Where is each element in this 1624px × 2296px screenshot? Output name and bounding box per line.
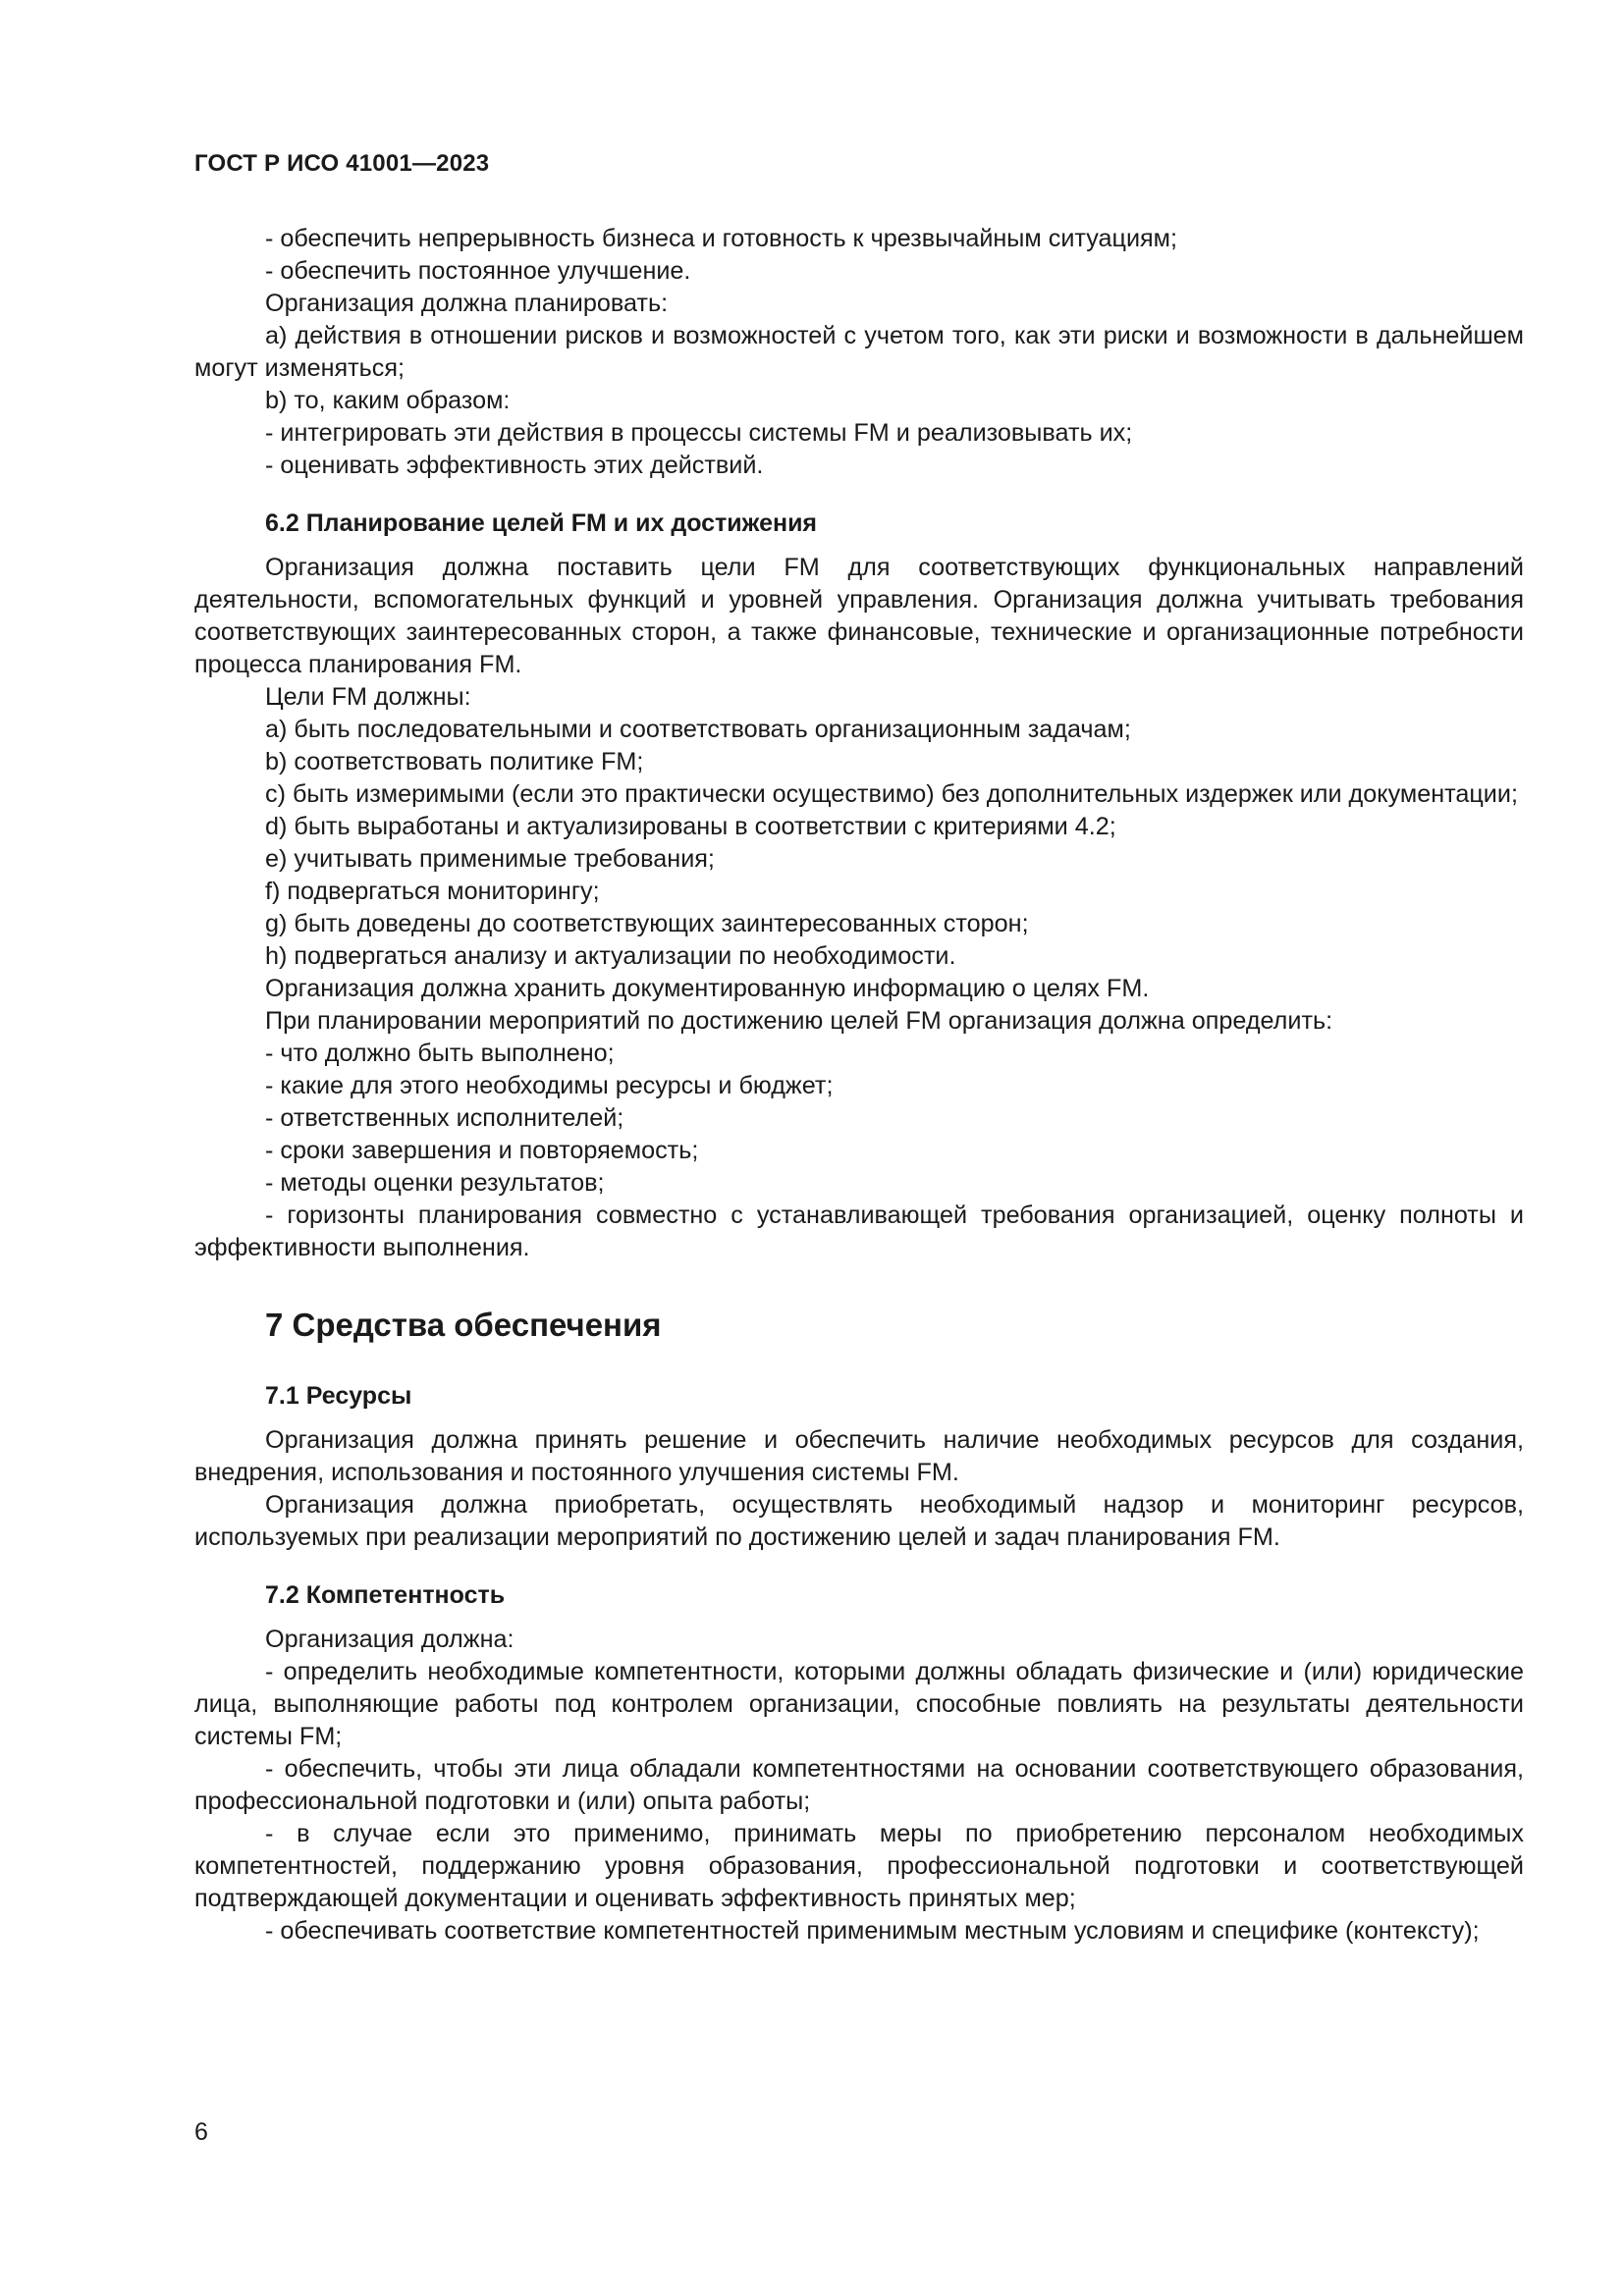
paragraph: Организация должна принять решение и обеспечить наличие необходимых ресурсов для создания, внедрения, использования и постоянного улучшения системы FM. — [194, 1426, 1524, 1486]
list-item: a) быть последовательными и соответствовать организационным задачам; — [265, 716, 1131, 743]
paragraph: - интегрировать эти действия в процессы системы FM и реализовывать их; — [265, 419, 1133, 447]
paragraph: a) действия в отношении рисков и возможностей с учетом того, как эти риски и возможности в дальнейшем могут изменяться; — [194, 322, 1524, 382]
document-header: ГОСТ Р ИСО 41001—2023 — [194, 150, 490, 177]
paragraph: При планировании мероприятий по достижению целей FM организация должна определить: — [265, 1007, 1333, 1035]
list-item: - что должно быть выполнено; — [265, 1040, 615, 1067]
section-heading-6-2: 6.2 Планирование целей FM и их достижения — [265, 509, 818, 537]
section-heading-7-2: 7.2 Компетентность — [265, 1581, 506, 1609]
list-item: - обеспечивать соответствие компетентностей применимым местным условиям и специфике (контексту); — [265, 1917, 1480, 1945]
list-item: e) учитывать применимые требования; — [265, 845, 715, 873]
list-item: h) подвергаться анализу и актуализации по необходимости. — [265, 942, 956, 970]
paragraph: Организация должна поставить цели FM для соответствующих функциональных направлений деятельности, вспомогательных функций и уровней управления. Организация должна учитывать требования соответствующих заинтересованных сторон, а также финансовые, технические и организационные потребности процесса планирования FM. — [194, 554, 1524, 678]
list-item: - определить необходимые компетентности, которыми должны обладать физические и (или) юридические лица, выполняющие работы под контролем организации, способные повлиять на результаты деятельности системы FM; — [194, 1658, 1524, 1750]
paragraph: - оценивать эффективность этих действий. — [265, 452, 764, 479]
list-item: d) быть выработаны и актуализированы в соответствии с критериями 4.2; — [265, 813, 1116, 840]
paragraph: b) то, каким образом: — [265, 387, 511, 414]
list-item: - какие для этого необходимы ресурсы и бюджет; — [265, 1072, 834, 1099]
section-heading-7-1: 7.1 Ресурсы — [265, 1382, 412, 1410]
list-item: - сроки завершения и повторяемость; — [265, 1137, 699, 1164]
paragraph: - обеспечить постоянное улучшение. — [265, 257, 691, 285]
paragraph: Цели FM должны: — [265, 683, 471, 711]
paragraph: Организация должна: — [265, 1626, 514, 1653]
list-item: - обеспечить, чтобы эти лица обладали компетентностями на основании соответствующего образования, профессиональной подготовки и (или) опыта работы; — [194, 1755, 1524, 1815]
paragraph: - обеспечить непрерывность бизнеса и готовность к чрезвычайным ситуациям; — [265, 225, 1177, 252]
paragraph: Организация должна приобретать, осуществлять необходимый надзор и мониторинг ресурсов, используемых при реализации мероприятий по достижению целей и задач планирования FM. — [194, 1491, 1524, 1551]
list-item: g) быть доведены до соответствующих заинтересованных сторон; — [265, 910, 1029, 937]
list-item: b) соответствовать политике FM; — [265, 748, 644, 775]
list-item: - горизонты планирования совместно с устанавливающей требования организацией, оценку полноты и эффективности выполнения. — [194, 1201, 1524, 1261]
section-heading-7: 7 Средства обеспечения — [265, 1307, 662, 1343]
page-number: 6 — [194, 2118, 208, 2146]
list-item: f) подвергаться мониторингу; — [265, 878, 600, 905]
list-item: c) быть измеримыми (если это практически осуществимо) без дополнительных издержек или документации; — [265, 780, 1518, 808]
document-body — [194, 223, 1524, 1948]
list-item: - в случае если это применимо, принимать меры по приобретению персоналом необходимых компетентностей, поддержанию уровня образования, профессиональной подготовки и соответствующей подтверждающей документации и оценивать эффективность принятых мер; — [194, 1820, 1524, 1912]
paragraph: Организация должна хранить документированную информацию о целях FM. — [265, 975, 1150, 1002]
list-item: - методы оценки результатов; — [265, 1169, 605, 1197]
paragraph: Организация должна планировать: — [265, 290, 669, 317]
list-item: - ответственных исполнителей; — [265, 1104, 624, 1132]
